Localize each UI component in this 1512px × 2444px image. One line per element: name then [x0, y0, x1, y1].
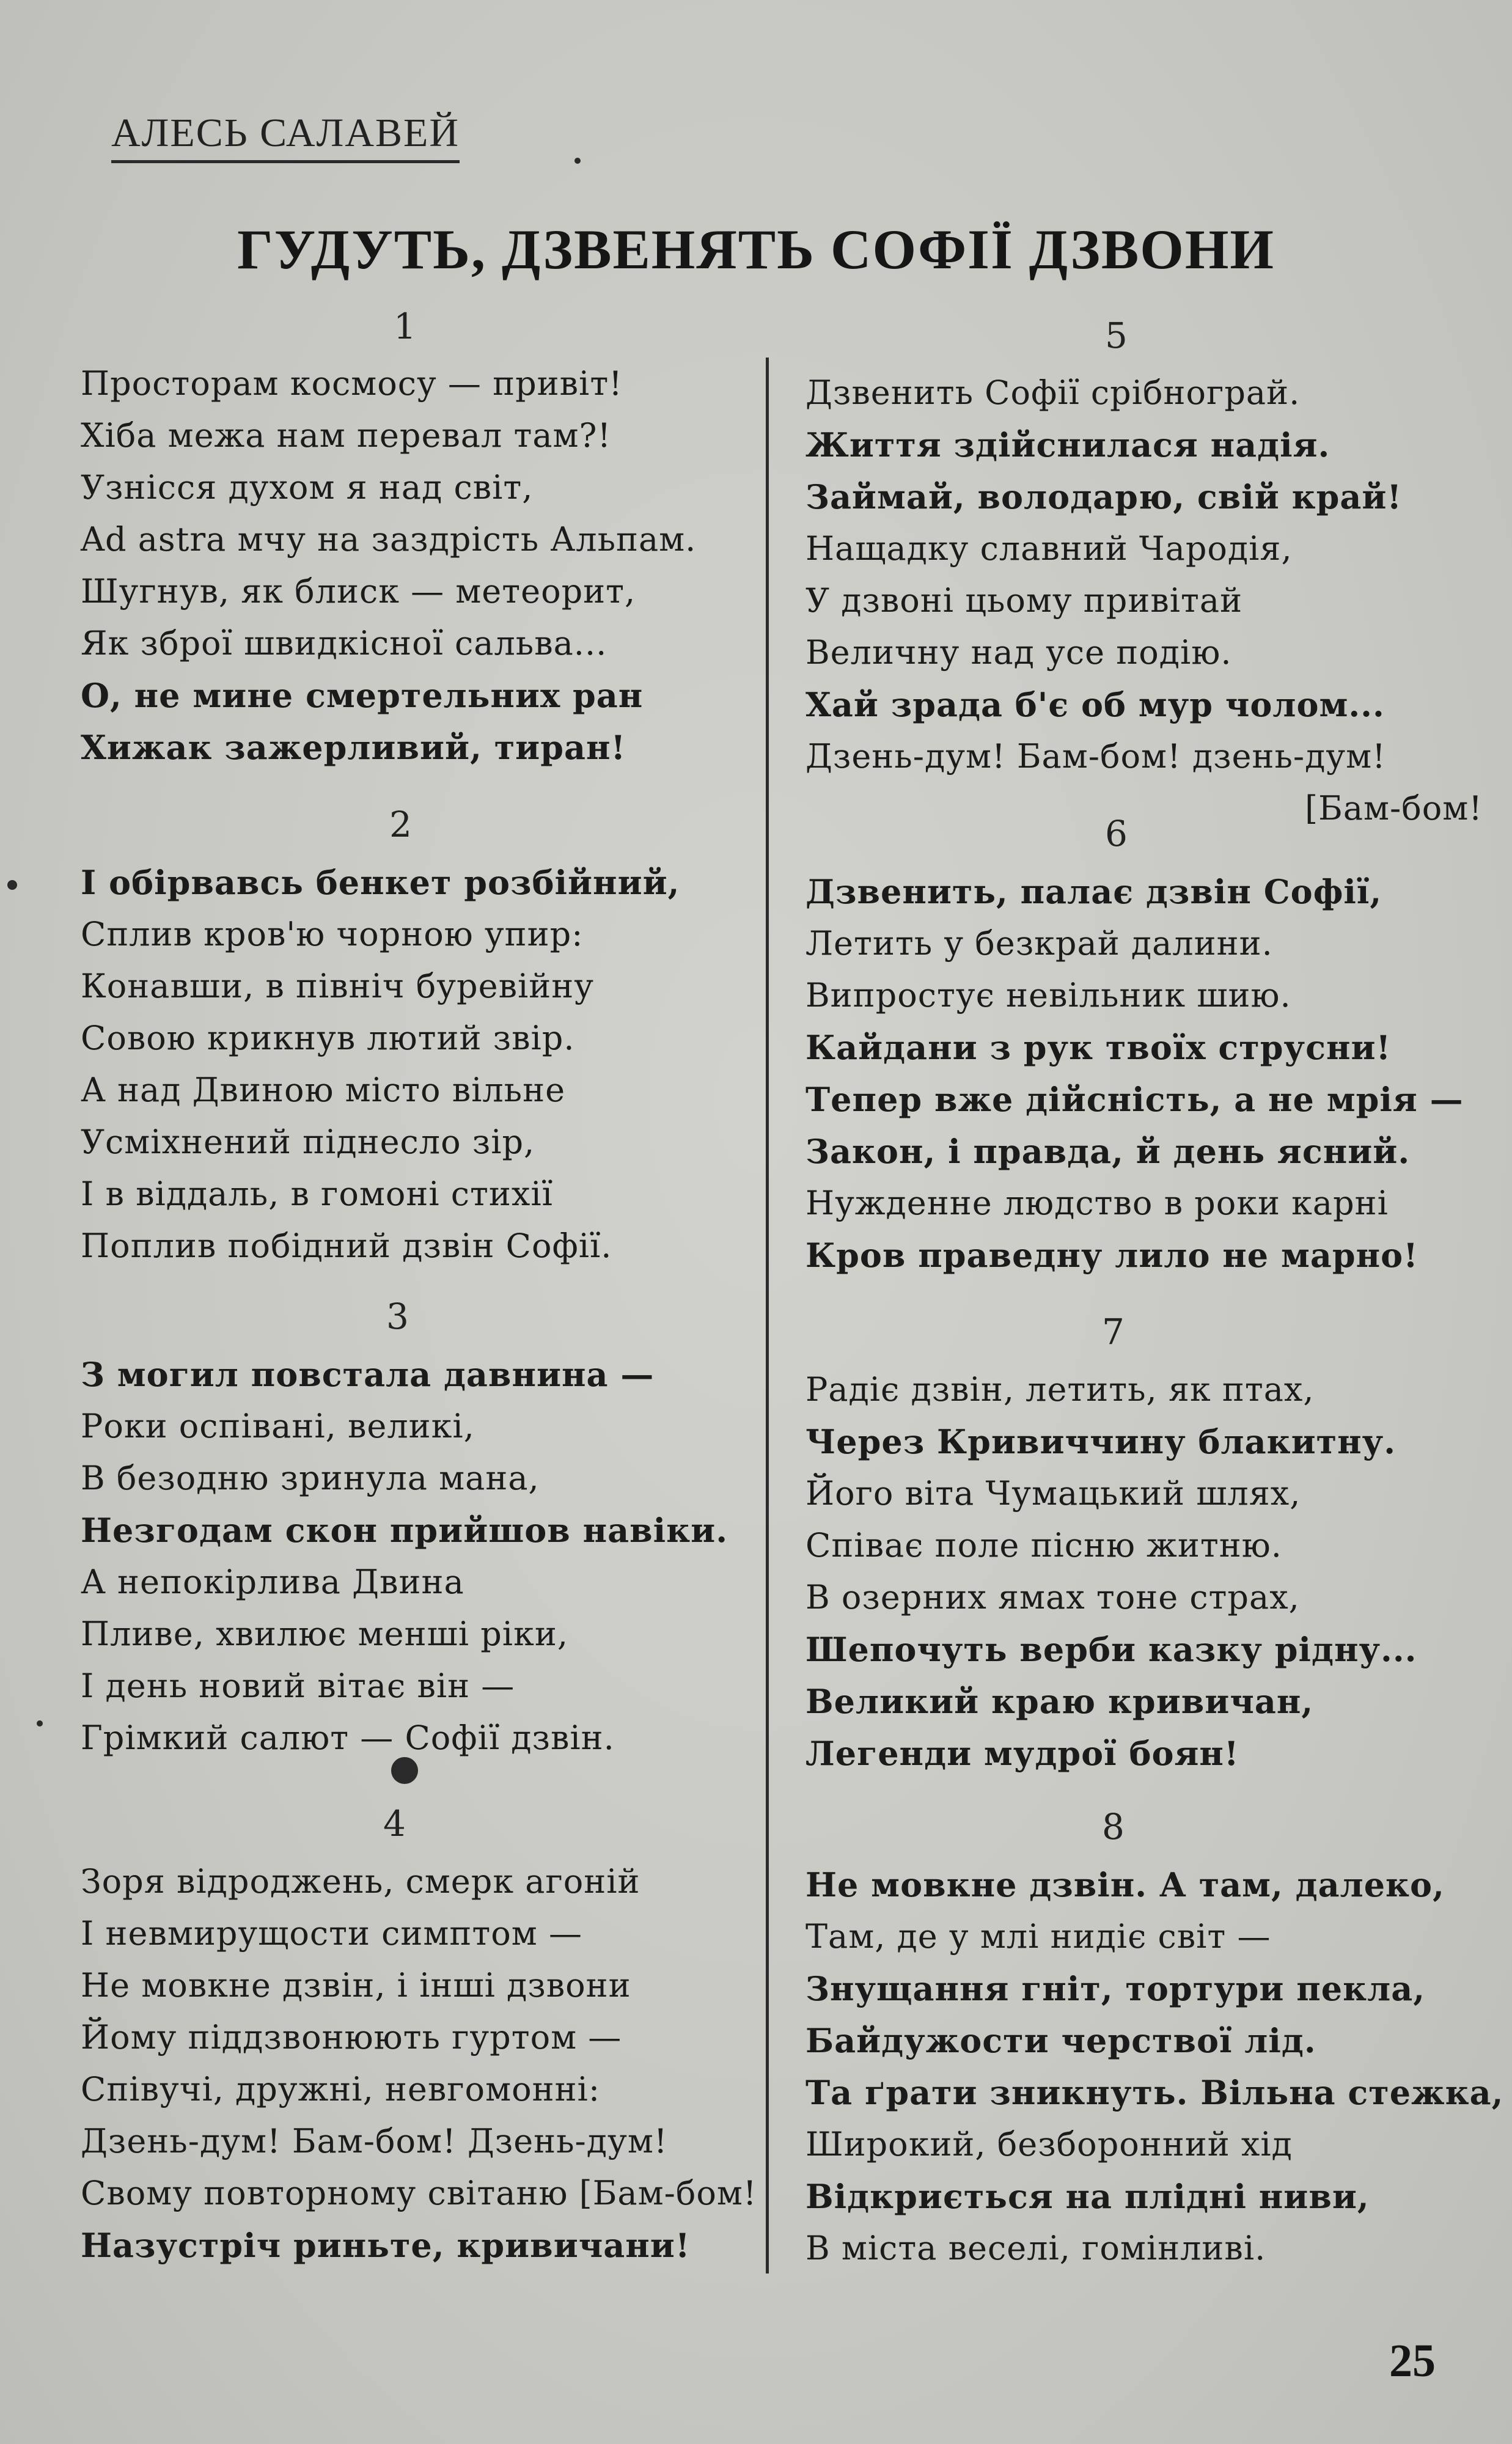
stanza-number: 7 — [1102, 1311, 1125, 1352]
verse-line: Летить у безкрай далини. — [806, 924, 1273, 963]
stanza-number: 1 — [394, 306, 416, 347]
verse-line: Свому повторному світаню [Бам-бом! — [81, 2174, 757, 2212]
verse-line: Дзень-дум! Бам-бом! дзень-дум! — [806, 737, 1386, 776]
verse-line: Кайдани з рук твоїх струсни! — [806, 1028, 1392, 1067]
author-name: АЛЕСЬ САЛАВЕЙ — [111, 110, 460, 163]
poem-title: ГУДУТЬ, ДЗВЕНЯТЬ СОФІЇ ДЗВОНИ — [237, 218, 1275, 281]
verse-line: Роки оспівані, великі, — [81, 1407, 475, 1445]
verse-line: І в віддаль, в гомоні стихії — [81, 1175, 553, 1213]
verse-line: Шугнув, як блиск — метеорит, — [81, 572, 636, 611]
verse-line: Співучі, дружні, невгомонні: — [81, 2070, 601, 2108]
verse-line: Радіє дзвін, летить, як птах, — [806, 1370, 1315, 1409]
verse-line: Поплив побідний дзвін Софії. — [81, 1227, 612, 1265]
verse-line: Тепер вже дійсність, а не мрія — — [806, 1080, 1464, 1119]
column-divider — [766, 358, 769, 2273]
verse-line: Широкий, безборонний хід — [806, 2125, 1293, 2163]
verse-line: Знущання гніт, тортури пекла, — [806, 1969, 1425, 2008]
ink-speck — [7, 880, 17, 890]
verse-line: Дзень-дум! Бам-бом! Дзень-дум! — [81, 2122, 668, 2160]
verse-line: Нащадку славний Чародія, — [806, 529, 1293, 568]
verse-line: Дзвенить, палає дзвін Софії, — [806, 872, 1382, 911]
verse-line: Випростує невільник шию. — [806, 976, 1291, 1015]
verse-line: Хижак зажерливий, тиран! — [81, 728, 626, 767]
verse-line: А над Двиною місто вільне — [81, 1071, 566, 1109]
verse-line: Усміхнений піднесло зір, — [81, 1123, 535, 1161]
verse-line: Кров праведну лило не марно! — [806, 1236, 1418, 1275]
verse-line: Займай, володарю, свій край! — [806, 477, 1403, 516]
verse-line: Пливе, хвилює менші ріки, — [81, 1615, 568, 1653]
verse-line: О, не мине смертельних ран — [81, 676, 644, 715]
verse-line: Співає поле пісню житню. — [806, 1526, 1282, 1565]
verse-line: Легенди мудрої боян! — [806, 1734, 1239, 1773]
verse-line: Совою крикнув лютий звір. — [81, 1019, 575, 1057]
verse-line: Хіба межа нам перевал там?! — [81, 416, 612, 455]
verse-line: Хай зрада б'є об мур чолом... — [806, 685, 1385, 724]
page-number: 25 — [1389, 2335, 1436, 2387]
verse-line: Конавши, в північ буревійну — [81, 967, 595, 1005]
verse-line: У дзвоні цьому привітай — [806, 581, 1243, 620]
ink-blot — [391, 1757, 418, 1784]
verse-line: В безодню зринула мана, — [81, 1459, 540, 1497]
verse-line: І обірвавсь бенкет розбійний, — [81, 863, 680, 902]
verse-line: В озерних ямах тоне страх, — [806, 1578, 1300, 1616]
verse-line: Зоря відроджень, смерк агоній — [81, 1862, 640, 1901]
stanza-number: 8 — [1102, 1806, 1125, 1848]
verse-line: Сплив кров'ю чорною упир: — [81, 915, 584, 953]
verse-line: Закон, і правда, й день ясний. — [806, 1132, 1411, 1171]
ink-speck — [574, 158, 581, 164]
ink-speck — [37, 1720, 43, 1727]
verse-line: Байдужости черствої лід. — [806, 2021, 1316, 2060]
verse-line: Назустріч риньте, кривичани! — [81, 2226, 691, 2265]
verse-line: Грімкий салют — Софії дзвін. — [81, 1719, 615, 1757]
verse-line: Та ґрати зникнуть. Вільна стежка, — [806, 2073, 1504, 2112]
verse-line: І невмирущости симптом — — [81, 1914, 582, 1953]
verse-line: Великий краю кривичан, — [806, 1682, 1314, 1721]
verse-line: Незгодам скон прийшов навіки. — [81, 1511, 728, 1550]
verse-line: Шепочуть верби казку рідну... — [806, 1630, 1417, 1669]
stanza-number: 3 — [386, 1296, 409, 1337]
verse-line: Просторам космосу — привіт! — [81, 364, 623, 403]
verse-line: Через Кривиччину блакитну. — [806, 1422, 1396, 1461]
verse-line: Йому піддзвонюють гуртом — — [81, 2018, 622, 2057]
verse-line: Там, де у млі нидіє світ — — [806, 1917, 1271, 1956]
verse-line: Дзвенить Софії срібнограй. — [806, 373, 1301, 412]
stanza-number: 2 — [389, 804, 412, 845]
verse-line: Узнісся духом я над світ, — [81, 468, 534, 507]
stanza-number: 5 — [1105, 315, 1128, 356]
verse-line: Нужденне людство в роки карні — [806, 1184, 1389, 1222]
verse-line: Відкриється на плідні ниви, — [806, 2177, 1370, 2216]
verse-line: Життя здійснилася надія. — [806, 425, 1330, 464]
verse-line: Ad astra мчу на заздрість Альпам. — [81, 520, 697, 559]
verse-line: Величну над усе подію. — [806, 633, 1232, 672]
verse-line: Не мовкне дзвін. А там, далеко, — [806, 1865, 1445, 1904]
verse-line: Як зброї швидкісної сальва... — [81, 624, 607, 662]
verse-line-continuation: [Бам-бом! — [1305, 789, 1483, 828]
verse-line: А непокірлива Двина — [81, 1563, 464, 1601]
stanza-number: 4 — [383, 1803, 406, 1844]
stanza-number: 6 — [1105, 813, 1128, 854]
verse-line: І день новий вітає він — — [81, 1667, 515, 1705]
verse-line: Його віта Чумацький шлях, — [806, 1474, 1301, 1513]
verse-line: З могил повстала давнина — — [81, 1355, 655, 1394]
verse-line: В міста веселі, гомінливі. — [806, 2229, 1266, 2267]
verse-line: Не мовкне дзвін, і інші дзвони — [81, 1966, 631, 2005]
